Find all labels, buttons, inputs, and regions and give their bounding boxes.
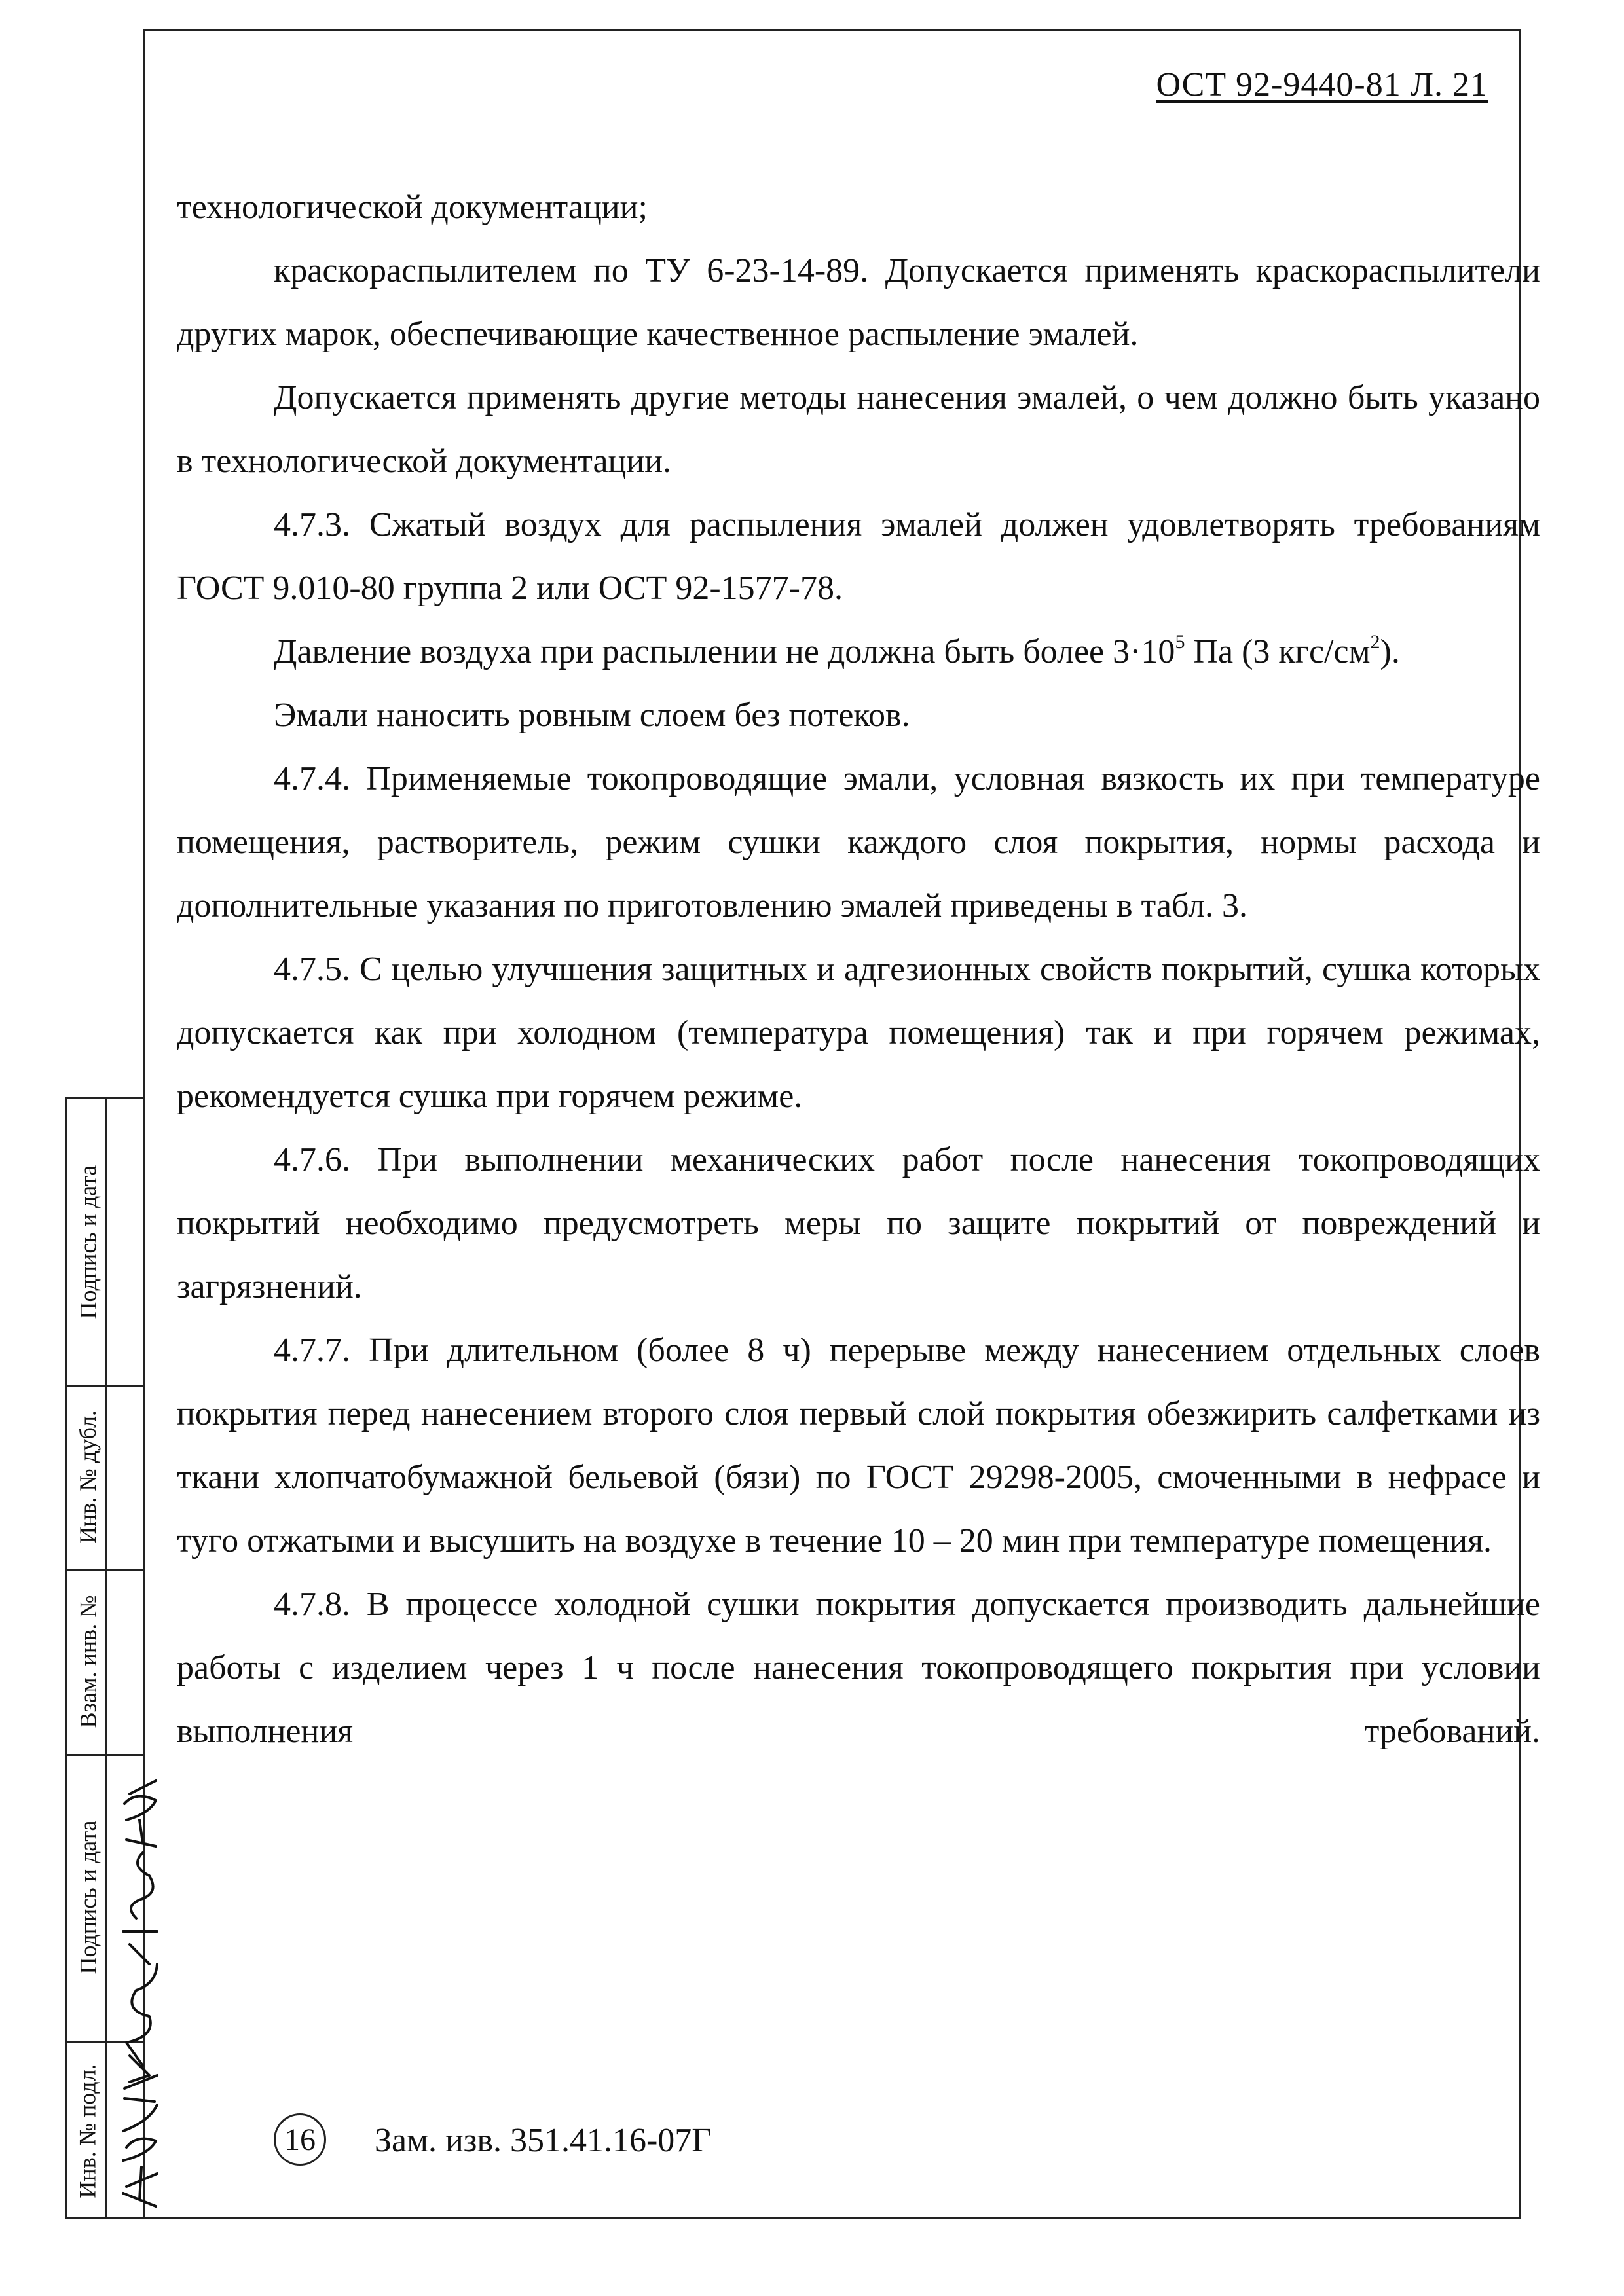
stamp-label: Взам. инв. № — [75, 1595, 101, 1728]
handwritten-signature — [110, 1768, 175, 2213]
paragraph-continuation: технологической документации; — [177, 189, 648, 226]
area-exponent: 2 — [1370, 631, 1380, 653]
paragraph-even-layer: Эмали наносить ровным слоем без потеков. — [274, 697, 910, 734]
paragraph-4-7-4: 4.7.4. Применяемые токопроводящие эмали, условная вязкость их при температуре помещения, растворитель, режим сушки каждого слоя покрытия, нормы расхода и дополнительные указания по приготовлению эмалей приведены в табл. 3. — [177, 760, 1540, 924]
paragraph-spray-gun: краскораспылителем по ТУ 6-23-14-89. Допускается применять краскораспылители других марок, обеспечивающие качественное распыление эмалей. — [177, 252, 1540, 353]
stamp-cell-signature-date-1 — [70, 1099, 105, 1385]
paragraph-other-methods: Допускается применять другие методы нанесения эмалей, о чем должно быть указано в технологической документации. — [177, 379, 1540, 480]
paragraph-air-pressure — [177, 620, 1540, 683]
stamp-label: Подпись и дата — [75, 1165, 101, 1319]
stamp-cell-original-inv — [70, 2041, 105, 2221]
change-number-circle — [274, 2113, 326, 2166]
pressure-exponent: 5 — [1175, 631, 1185, 653]
stamp-cell-signature-date-2 — [70, 1754, 105, 2041]
change-number: 16 — [284, 2122, 316, 2157]
stamp-cell-replace-inv — [70, 1569, 105, 1754]
pressure-text-1: Давление воздуха при распылении не должна быть более 3·10 — [274, 633, 1175, 670]
stamp-label: Подпись и дата — [75, 1820, 101, 1975]
paragraph-4-7-5: 4.7.5. С целью улучшения защитных и адгезионных свойств покрытий, сушка которых допускается как при холодном (температура помещения) так и при горячем режимах, рекомендуется сушка при горячем режиме. — [177, 951, 1540, 1115]
paragraph-4-7-7: 4.7.7. При длительном (более 8 ч) перерыве между нанесением отдельных слоев покрытия перед нанесением второго слоя первый слой покрытия обезжирить салфетками из ткани хлопчатобумажной бельевой (бязи) по ГОСТ 29298-2005, смоченными в нефрасе и туго отжатыми и высушить на воздухе в течение 10 – 20 мин при температуре помещения. — [177, 1332, 1540, 1559]
body-text — [177, 175, 1540, 1763]
document-code: ОСТ 92-9440-81 Л. 21 — [1156, 66, 1488, 103]
paragraph-4-7-8: 4.7.8. В процессе холодной сушки покрытия допускается производить дальнейшие работы с изделием через 1 ч после нанесения токопроводящего покрытия при условии выполнения требований. — [177, 1586, 1540, 1750]
paragraph-4-7-6: 4.7.6. При выполнении механических работ после нанесения токопроводящих покрытий необходимо предусмотреть меры по защите покрытий от повреждений и загрязнений. — [177, 1141, 1540, 1305]
paragraph-4-7-3: 4.7.3. Сжатый воздух для распыления эмалей должен удовлетворять требованиям ГОСТ 9.010-80 группа 2 или ОСТ 92-1577-78. — [177, 506, 1540, 607]
pressure-text-3: ). — [1380, 633, 1400, 670]
stamp-cell-dup-inv — [70, 1385, 105, 1569]
stamp-divider-vertical — [105, 1099, 107, 2217]
stamp-label: Инв. № дубл. — [75, 1410, 101, 1544]
change-notice: Зам. изв. 351.41.16-07Г — [375, 2122, 712, 2159]
pressure-text-2: Па (3 кгс/см — [1185, 633, 1371, 670]
stamp-label: Инв. № подл. — [75, 2064, 101, 2198]
